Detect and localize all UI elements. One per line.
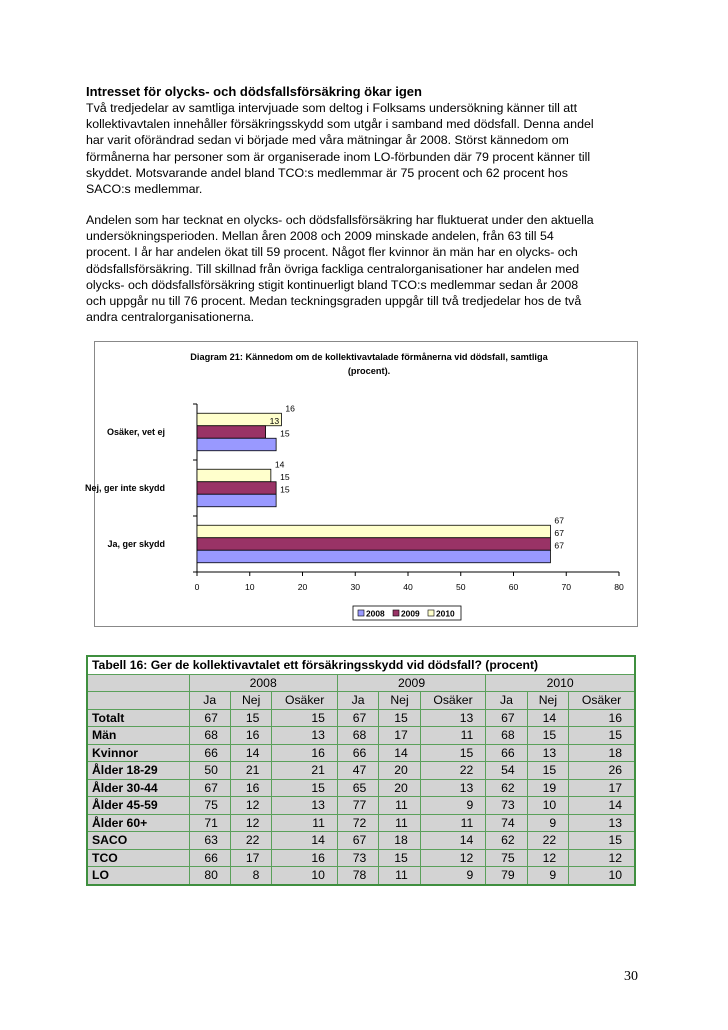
text-line: andra centralorganisationerna. <box>86 310 255 325</box>
paragraph-insurance <box>86 212 646 325</box>
bar-2008 <box>197 494 276 507</box>
table-cell: 14 <box>569 797 635 815</box>
table-cell: 9 <box>527 867 568 885</box>
table-cell: 12 <box>230 814 271 832</box>
table-cell: 11 <box>272 814 338 832</box>
table-cell: 15 <box>272 709 338 727</box>
text-line: dödsfallsförsäkring. Till skillnad från övriga fackliga centralorganisationer har andelen med <box>86 261 580 276</box>
corner-cell <box>87 692 189 710</box>
table-cell: 80 <box>189 867 230 885</box>
table-cell: 73 <box>486 797 527 815</box>
text-line: undersökningsperioden. Mellan åren 2008 och 2009 minskade andelen, från 63 till 54 <box>86 229 554 244</box>
table-cell: 15 <box>569 832 635 850</box>
table-cell: 68 <box>189 727 230 745</box>
data-label: 16 <box>285 403 295 414</box>
table-row <box>87 709 635 727</box>
table-cell: 16 <box>230 779 271 797</box>
table-cell: 15 <box>379 849 420 867</box>
table-cell: 15 <box>272 779 338 797</box>
row-label: Ålder 30-44 <box>87 779 189 797</box>
table-cell: 9 <box>420 867 486 885</box>
text-line: kollektivavtalen innehåller försäkringsskydd som utgår i samband med dödsfall. Denna andel <box>86 117 594 132</box>
column-header: Osäker <box>569 692 635 710</box>
text-line: SACO:s medlemmar. <box>86 182 203 197</box>
table-cell: 12 <box>420 849 486 867</box>
table-cell: 17 <box>379 727 420 745</box>
column-header: Osäker <box>420 692 486 710</box>
data-label: 15 <box>280 484 290 495</box>
table-cell: 74 <box>486 814 527 832</box>
table-cell: 9 <box>420 797 486 815</box>
text-line: skyddet. Motsvarande andel bland TCO:s medlemmar är 75 procent och 62 procent hos <box>86 165 568 180</box>
table-cell: 66 <box>189 849 230 867</box>
table-cell: 12 <box>230 797 271 815</box>
column-header: Nej <box>230 692 271 710</box>
table-cell: 13 <box>420 779 486 797</box>
section-heading: Intresset för olycks- och dödsfallsförsäkring ökar igen <box>86 84 422 99</box>
text-line: förmånerna har personer som är organiserade inom LO-förbunden där 79 procent känner till <box>86 149 591 164</box>
table-cell: 10 <box>527 797 568 815</box>
data-table <box>86 655 636 886</box>
text-line: Andelen som har tecknat en olycks- och dödsfallsförsäkring har fluktuerat under den aktuella <box>86 213 594 227</box>
table-cell: 22 <box>420 762 486 780</box>
table-cell: 13 <box>272 797 338 815</box>
table-cell: 63 <box>189 832 230 850</box>
table-caption-row <box>87 656 635 674</box>
table-row <box>87 867 635 885</box>
table-cell: 9 <box>527 814 568 832</box>
x-tick-label: 50 <box>455 582 466 592</box>
table-cell: 67 <box>337 709 378 727</box>
category-label: Nej, ger inte skydd <box>84 483 165 493</box>
legend-entry: 2008 <box>366 608 385 619</box>
table-cell: 62 <box>486 832 527 850</box>
table-cell: 13 <box>527 744 568 762</box>
bar-2009 <box>197 482 276 495</box>
table-cell: 15 <box>420 744 486 762</box>
table-cell: 12 <box>569 849 635 867</box>
table-cell: 13 <box>272 727 338 745</box>
table-cell: 11 <box>379 797 420 815</box>
table-cell: 8 <box>230 867 271 885</box>
table-cell: 17 <box>230 849 271 867</box>
column-header: Ja <box>486 692 527 710</box>
table-cell: 26 <box>569 762 635 780</box>
legend-entry: 2009 <box>401 608 420 619</box>
table-row <box>87 727 635 745</box>
chart-title: Diagram 21: Kännedom om de kollektivavtalade förmånerna vid dödsfall, samtliga <box>190 352 548 362</box>
table-cell: 10 <box>569 867 635 885</box>
bar-2008 <box>197 550 550 563</box>
legend-swatch <box>428 610 434 616</box>
data-label: 15 <box>280 471 290 482</box>
paragraph-awareness <box>86 100 646 197</box>
text-line: och uppgår nu till 76 procent. Medan teckningsgraden uppgår till två tredjedelar hos de två <box>86 294 582 309</box>
table-cell: 20 <box>379 762 420 780</box>
table-cell: 14 <box>527 709 568 727</box>
row-label: TCO <box>87 849 189 867</box>
table-cell: 75 <box>189 797 230 815</box>
table-cell: 16 <box>272 849 338 867</box>
x-tick-label: 0 <box>194 582 200 592</box>
data-label: 67 <box>554 515 564 526</box>
x-tick-label: 80 <box>614 582 624 592</box>
table-cell: 22 <box>527 832 568 850</box>
bar-chart <box>84 342 637 626</box>
table-cell: 67 <box>189 709 230 727</box>
table-cell: 47 <box>337 762 378 780</box>
table-cell: 15 <box>230 709 271 727</box>
column-header: Nej <box>527 692 568 710</box>
row-label: Totalt <box>87 709 189 727</box>
x-tick-label: 10 <box>244 582 255 592</box>
table-cell: 15 <box>527 727 568 745</box>
table-cell: 68 <box>337 727 378 745</box>
table-cell: 78 <box>337 867 378 885</box>
row-label: Män <box>87 727 189 745</box>
table-cell: 11 <box>420 814 486 832</box>
subheader-row <box>87 692 635 710</box>
table-cell: 11 <box>379 814 420 832</box>
table-cell: 68 <box>486 727 527 745</box>
table-cell: 15 <box>379 709 420 727</box>
legend-swatch <box>358 610 364 616</box>
table-cell: 16 <box>230 727 271 745</box>
year-header: 2010 <box>486 674 635 692</box>
bar-2010 <box>197 525 550 538</box>
column-header: Nej <box>379 692 420 710</box>
table-cell: 17 <box>569 779 635 797</box>
row-label: Ålder 18-29 <box>87 762 189 780</box>
row-label: Ålder 60+ <box>87 814 189 832</box>
x-tick-label: 20 <box>297 582 308 592</box>
table-cell: 54 <box>486 762 527 780</box>
table-cell: 66 <box>486 744 527 762</box>
table-cell: 22 <box>230 832 271 850</box>
row-label: SACO <box>87 832 189 850</box>
table-row <box>87 744 635 762</box>
table-cell: 21 <box>230 762 271 780</box>
x-tick-label: 70 <box>561 582 572 592</box>
table-cell: 77 <box>337 797 378 815</box>
table-cell: 66 <box>337 744 378 762</box>
table-cell: 20 <box>379 779 420 797</box>
year-header: 2009 <box>337 674 485 692</box>
bar-2009 <box>197 538 550 551</box>
table-cell: 50 <box>189 762 230 780</box>
column-header: Ja <box>189 692 230 710</box>
x-tick-label: 40 <box>403 582 413 592</box>
table-row <box>87 814 635 832</box>
bar-2009 <box>197 426 266 439</box>
table-cell: 14 <box>230 744 271 762</box>
bar-2010 <box>197 469 271 482</box>
table-cell: 75 <box>486 849 527 867</box>
table-cell: 73 <box>337 849 378 867</box>
table-cell: 16 <box>272 744 338 762</box>
table-cell: 16 <box>569 709 635 727</box>
table-cell: 67 <box>189 779 230 797</box>
column-header: Ja <box>337 692 378 710</box>
table-row <box>87 849 635 867</box>
table-cell: 65 <box>337 779 378 797</box>
x-tick-label: 30 <box>350 582 361 592</box>
table-row <box>87 779 635 797</box>
table-row <box>87 797 635 815</box>
chart-container <box>84 341 638 627</box>
table-cell: 11 <box>420 727 486 745</box>
year-header-row <box>87 674 635 692</box>
text-line: procent. I år har andelen ökat till 59 procent. Något fler kvinnor än män har en olycks- och <box>86 245 578 260</box>
table-cell: 18 <box>569 744 635 762</box>
corner-cell <box>87 674 189 692</box>
table-cell: 21 <box>272 762 338 780</box>
table-cell: 79 <box>486 867 527 885</box>
legend-entry: 2010 <box>436 608 455 619</box>
table-cell: 13 <box>420 709 486 727</box>
bar-2008 <box>197 438 276 451</box>
data-label: 67 <box>554 527 564 538</box>
legend-swatch <box>393 610 399 616</box>
table-cell: 67 <box>337 832 378 850</box>
row-label: LO <box>87 867 189 885</box>
table-cell: 67 <box>486 709 527 727</box>
chart-title: (procent). <box>347 366 391 376</box>
table-cell: 66 <box>189 744 230 762</box>
page-number: 30 <box>624 969 638 984</box>
table-cell: 18 <box>379 832 420 850</box>
data-label: 13 <box>269 415 280 426</box>
x-tick-label: 60 <box>508 582 519 592</box>
row-label: Kvinnor <box>87 744 189 762</box>
table-cell: 12 <box>527 849 568 867</box>
table-cell: 14 <box>272 832 338 850</box>
table-cell: 62 <box>486 779 527 797</box>
table-cell: 14 <box>379 744 420 762</box>
table-cell: 15 <box>569 727 635 745</box>
text-line: Två tredjedelar av samtliga intervjuade som deltog i Folksams undersökning känner till att <box>86 101 578 115</box>
table-row <box>87 832 635 850</box>
table-cell: 14 <box>420 832 486 850</box>
table-cell: 10 <box>272 867 338 885</box>
table-cell: 13 <box>569 814 635 832</box>
table-row <box>87 762 635 780</box>
data-label: 15 <box>280 428 290 439</box>
year-header: 2008 <box>189 674 337 692</box>
text-line: har varit oförändrad sedan vi började med våra mätningar år 2008. Störst kännedom om <box>86 133 569 148</box>
table-cell: 11 <box>379 867 420 885</box>
table-cell: 19 <box>527 779 568 797</box>
table-cell: 71 <box>189 814 230 832</box>
category-label: Osäker, vet ej <box>106 427 165 437</box>
category-label: Ja, ger skydd <box>107 539 165 549</box>
data-label: 14 <box>274 459 285 470</box>
table-cell: 15 <box>527 762 568 780</box>
data-label: 67 <box>554 540 564 551</box>
table-cell: 72 <box>337 814 378 832</box>
row-label: Ålder 45-59 <box>87 797 189 815</box>
text-line: olycks- och dödsfallsförsäkring stigit kontinuerligt bland TCO:s medlemmar sedan år 2008 <box>86 277 579 292</box>
column-header: Osäker <box>272 692 338 710</box>
table-caption: Tabell 16: Ger de kollektivavtalet ett försäkringsskydd vid dödsfall? (procent) <box>87 656 635 674</box>
